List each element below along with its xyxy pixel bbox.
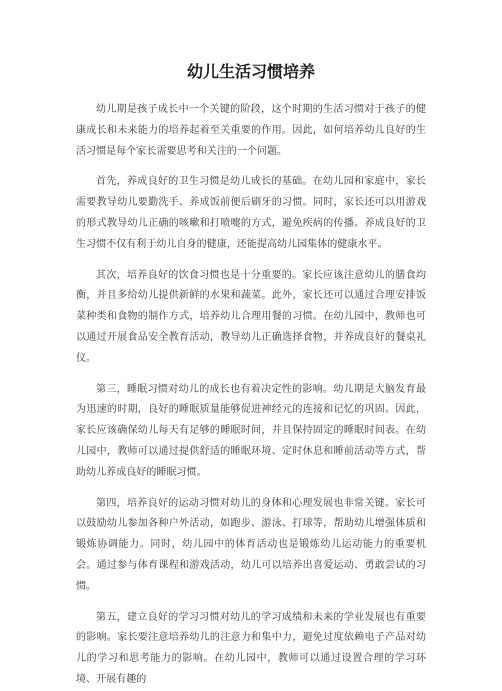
paragraph-hygiene: 首先，养成良好的卫生习惯是幼儿成长的基础。在幼儿园和家庭中，家长需要教导幼儿要勤洗手、养成饭前便后刷牙的习惯。同时，家长还可以用游戏的形式教导幼儿正确的咳嗽和打喷嚏的方式，避免疾病的传播。养成良好的卫生习惯不仅有利于幼儿自身的健康，还能提高幼儿园集体的健康水平。 — [76, 176, 426, 250]
paragraph-intro: 幼儿期是孩子成长中一个关键的阶段，这个时期的生活习惯对于孩子的健康成长和未来能力的培养起着至关重要的作用。因此，如何培养幼儿良好的生活习惯是每个家长需要思考和关注的一个问题。 — [76, 104, 426, 157]
document-title: 幼儿生活习惯培养 — [186, 62, 315, 81]
paragraph-sleep: 第三，睡眠习惯对幼儿的成长也有着决定性的影响。幼儿期是大脑发育最为迅速的时期，良好的睡眠质量能够促进神经元的连接和记忆的巩固。因此，家长应该确保幼儿每天有足够的睡眠时间，并且保持固定的睡眠时间表。在幼儿园中，教师可以通过提供舒适的睡眠环境、定时休息和睡前活动等方式，帮助幼儿养成良好的睡眠习惯。 — [76, 383, 426, 478]
paragraph-study: 第五，建立良好的学习习惯对幼儿的学习成绩和未来的学业发展也有重要的影响。家长要注意培养幼儿的注意力和集中力，避免过度依赖电子产品对幼儿的学习和思考能力的影响。在幼儿园中，教师可以通过设置合理的学习环境、开展有趣的 — [76, 611, 426, 685]
paragraph-diet: 其次，培养良好的饮食习惯也是十分重要的。家长应该注意幼儿的膳食均衡，并且多给幼儿提供新鲜的水果和蔬菜。此外，家长还可以通过合理安排饭菜种类和食物的制作方式，培养幼儿合理用餐的习惯。在幼儿园中，教师也可以通过开展食品安全教育活动，教导幼儿正确选择食物，并养成良好的餐桌礼仪。 — [76, 269, 426, 364]
paragraph-exercise: 第四，培养良好的运动习惯对幼儿的身体和心理发展也非常关键。家长可以鼓励幼儿参加各种户外活动，如跑步、游泳、打球等，帮助幼儿增强体质和锻炼协调能力。同时，幼儿园中的体育活动也是锻炼幼儿运动能力的重要机会。通过参与体育课程和游戏活动，幼儿可以培养出喜爱运动、勇敢尝试的习惯。 — [76, 497, 426, 592]
